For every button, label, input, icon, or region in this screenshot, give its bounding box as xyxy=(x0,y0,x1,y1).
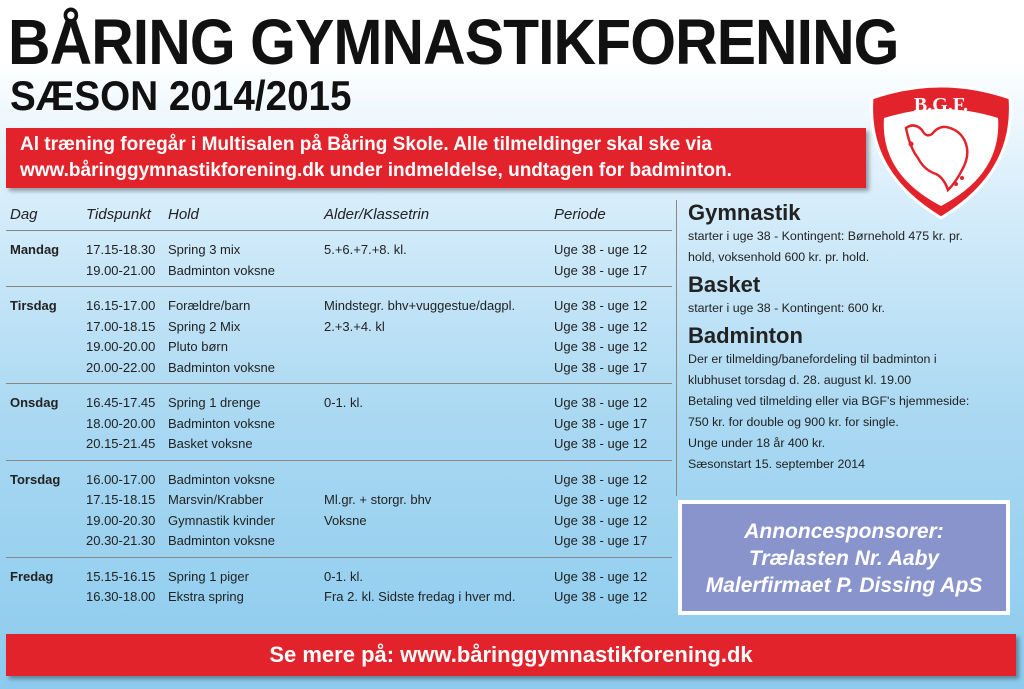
time-cell: 16.15-17.00 xyxy=(86,298,156,313)
schedule-header-row xyxy=(6,200,672,230)
schedule-row xyxy=(6,510,672,531)
schedule-row xyxy=(6,392,672,413)
basket-heading: Basket xyxy=(688,272,761,297)
team-cell: Badminton voksne xyxy=(168,262,275,278)
header-age: Alder/Klassetrin xyxy=(324,206,430,223)
age-cell: Ml.gr. + storgr. bhv xyxy=(324,492,432,507)
logo-inner-shape xyxy=(884,109,998,206)
period-cell: Uge 38 - uge 12 xyxy=(554,318,648,334)
schedule-row xyxy=(6,489,672,510)
logo-dot xyxy=(909,142,914,147)
gymnastik-text-1: starter i uge 38 - Kontingent: Børnehold 475 kr. pr. xyxy=(688,229,963,243)
period-cell: Uge 38 - uge 12 xyxy=(554,395,648,410)
time-cell: 20.30-21.30 xyxy=(86,533,156,548)
schedule-row xyxy=(6,295,672,316)
age-cell: 0-1. kl. xyxy=(324,568,364,584)
team-cell: Badminton voksne xyxy=(168,359,275,375)
time-cell: 15.15-16.15 xyxy=(86,568,156,584)
team-cell: Marsvin/Krabber xyxy=(168,492,264,507)
team-cell: Spring 3 mix xyxy=(168,242,241,257)
sponsor-box xyxy=(678,500,1010,615)
schedule-row xyxy=(6,260,672,281)
day-label: Onsdag xyxy=(10,395,59,410)
time-cell: 16.30-18.00 xyxy=(86,589,156,604)
team-cell: Badminton voksne xyxy=(168,471,275,487)
period-cell: Uge 38 - uge 12 xyxy=(554,339,648,354)
banner-line-1: Al træning foregår i Multisalen på Båring Skole. Alle tilmeldinger skal ske via xyxy=(20,134,712,155)
header-day: Dag xyxy=(10,206,38,223)
team-cell: Basket voksne xyxy=(168,436,253,451)
day-label: Mandag xyxy=(10,242,60,257)
period-cell: Uge 38 - uge 12 xyxy=(554,589,648,604)
time-cell: 17.15-18.15 xyxy=(86,492,156,507)
bgf-logo xyxy=(866,78,1016,220)
time-cell: 19.00-21.00 xyxy=(86,262,156,278)
day-group xyxy=(6,557,672,613)
schedule-row xyxy=(6,469,672,490)
period-cell: Uge 38 - uge 12 xyxy=(554,568,648,584)
team-cell: Spring 1 piger xyxy=(168,568,249,584)
age-cell: 0-1. kl. xyxy=(324,395,364,410)
time-cell: 17.15-18.30 xyxy=(86,242,156,257)
period-cell: Uge 38 - uge 12 xyxy=(554,436,648,451)
badminton-text-3: Betaling ved tilmelding eller via BGF's hjemmeside: xyxy=(688,394,970,408)
schedule-body xyxy=(6,230,672,613)
team-cell: Pluto børn xyxy=(168,339,228,354)
team-cell: Badminton voksne xyxy=(168,415,275,431)
logo-text: B.G.F. xyxy=(913,94,969,116)
team-cell: Badminton voksne xyxy=(168,533,275,548)
period-cell: Uge 38 - uge 12 xyxy=(554,242,648,257)
column-divider xyxy=(676,200,677,496)
age-cell: Mindstegr. bhv+vuggestue/dagpl. xyxy=(324,298,516,313)
info-panel xyxy=(688,200,1020,475)
badminton-heading: Badminton xyxy=(688,323,803,348)
period-cell: Uge 38 - uge 17 xyxy=(554,415,648,431)
schedule-row xyxy=(6,336,672,357)
badminton-text-5: Unge under 18 år 400 kr. xyxy=(688,436,826,450)
basket-text-1: starter i uge 38 - Kontingent: 600 kr. xyxy=(688,301,885,315)
age-cell: Voksne xyxy=(324,512,367,528)
gymnastik-text-2: hold, voksenhold 600 kr. pr. hold. xyxy=(688,250,870,264)
age-cell: 5.+6.+7.+8. kl. xyxy=(324,242,407,257)
badminton-text-2: klubhuset torsdag d. 28. august kl. 19.00 xyxy=(688,373,912,387)
header-period: Periode xyxy=(554,206,606,223)
day-label: Tirsdag xyxy=(10,298,57,313)
time-cell: 18.00-20.00 xyxy=(86,415,156,431)
footer-banner: Se mere på: www.båringgymnastikforening.dk xyxy=(6,634,1016,676)
time-cell: 17.00-18.15 xyxy=(86,318,156,334)
day-group xyxy=(6,230,672,286)
sponsor-heading: Annoncesponsorer: xyxy=(744,520,944,543)
period-cell: Uge 38 - uge 12 xyxy=(554,471,648,487)
badminton-text-6: Sæsonstart 15. september 2014 xyxy=(688,457,866,471)
period-cell: Uge 38 - uge 17 xyxy=(554,533,648,548)
sponsor-line-2: Malerfirmaet P. Dissing ApS xyxy=(705,574,983,597)
logo-dot xyxy=(954,182,958,186)
schedule-row xyxy=(6,316,672,337)
day-group xyxy=(6,286,672,383)
team-cell: Spring 1 drenge xyxy=(168,395,261,410)
page-title: BÅRING GYMNASTIKFORENING xyxy=(8,6,899,78)
schedule-row xyxy=(6,239,672,260)
header-time: Tidspunkt xyxy=(86,206,151,223)
period-cell: Uge 38 - uge 12 xyxy=(554,298,648,313)
period-cell: Uge 38 - uge 17 xyxy=(554,359,648,375)
time-cell: 16.45-17.45 xyxy=(86,395,156,410)
badminton-text-4: 750 kr. for double og 900 kr. for single. xyxy=(688,415,899,429)
schedule-row xyxy=(6,433,672,454)
team-cell: Spring 2 Mix xyxy=(168,318,241,334)
schedule-row xyxy=(6,530,672,551)
period-cell: Uge 38 - uge 12 xyxy=(554,512,648,528)
schedule-row xyxy=(6,413,672,434)
schedule-row xyxy=(6,357,672,378)
period-cell: Uge 38 - uge 12 xyxy=(554,492,648,507)
schedule-table xyxy=(6,200,672,613)
sponsor-line-1: Trælasten Nr. Aaby xyxy=(748,547,940,570)
time-cell: 20.00-22.00 xyxy=(86,359,156,375)
day-label: Fredag xyxy=(10,568,54,584)
time-cell: 19.00-20.00 xyxy=(86,339,156,354)
header-team: Hold xyxy=(168,206,199,223)
day-group xyxy=(6,383,672,460)
season-subtitle: SÆSON 2014/2015 xyxy=(10,72,352,119)
time-cell: 16.00-17.00 xyxy=(86,471,156,487)
age-cell: Fra 2. kl. Sidste fredag i hver md. xyxy=(324,589,516,604)
time-cell: 19.00-20.30 xyxy=(86,512,156,528)
time-cell: 20.15-21.45 xyxy=(86,436,156,451)
age-cell: 2.+3.+4. kl xyxy=(324,318,385,334)
badminton-text-1: Der er tilmelding/banefordeling til badminton i xyxy=(688,352,937,366)
team-cell: Ekstra spring xyxy=(168,589,244,604)
team-cell: Forældre/barn xyxy=(168,298,251,313)
schedule-row xyxy=(6,566,672,587)
day-label: Torsdag xyxy=(10,471,61,487)
team-cell: Gymnastik kvinder xyxy=(168,512,275,528)
info-banner xyxy=(6,128,866,188)
day-group xyxy=(6,460,672,557)
logo-dot xyxy=(960,176,964,180)
gymnastik-heading: Gymnastik xyxy=(688,200,801,225)
banner-line-2: www.båringgymnastikforening.dk under indmeldelse, undtagen for badminton. xyxy=(20,160,732,181)
schedule-row xyxy=(6,586,672,607)
period-cell: Uge 38 - uge 17 xyxy=(554,262,648,278)
